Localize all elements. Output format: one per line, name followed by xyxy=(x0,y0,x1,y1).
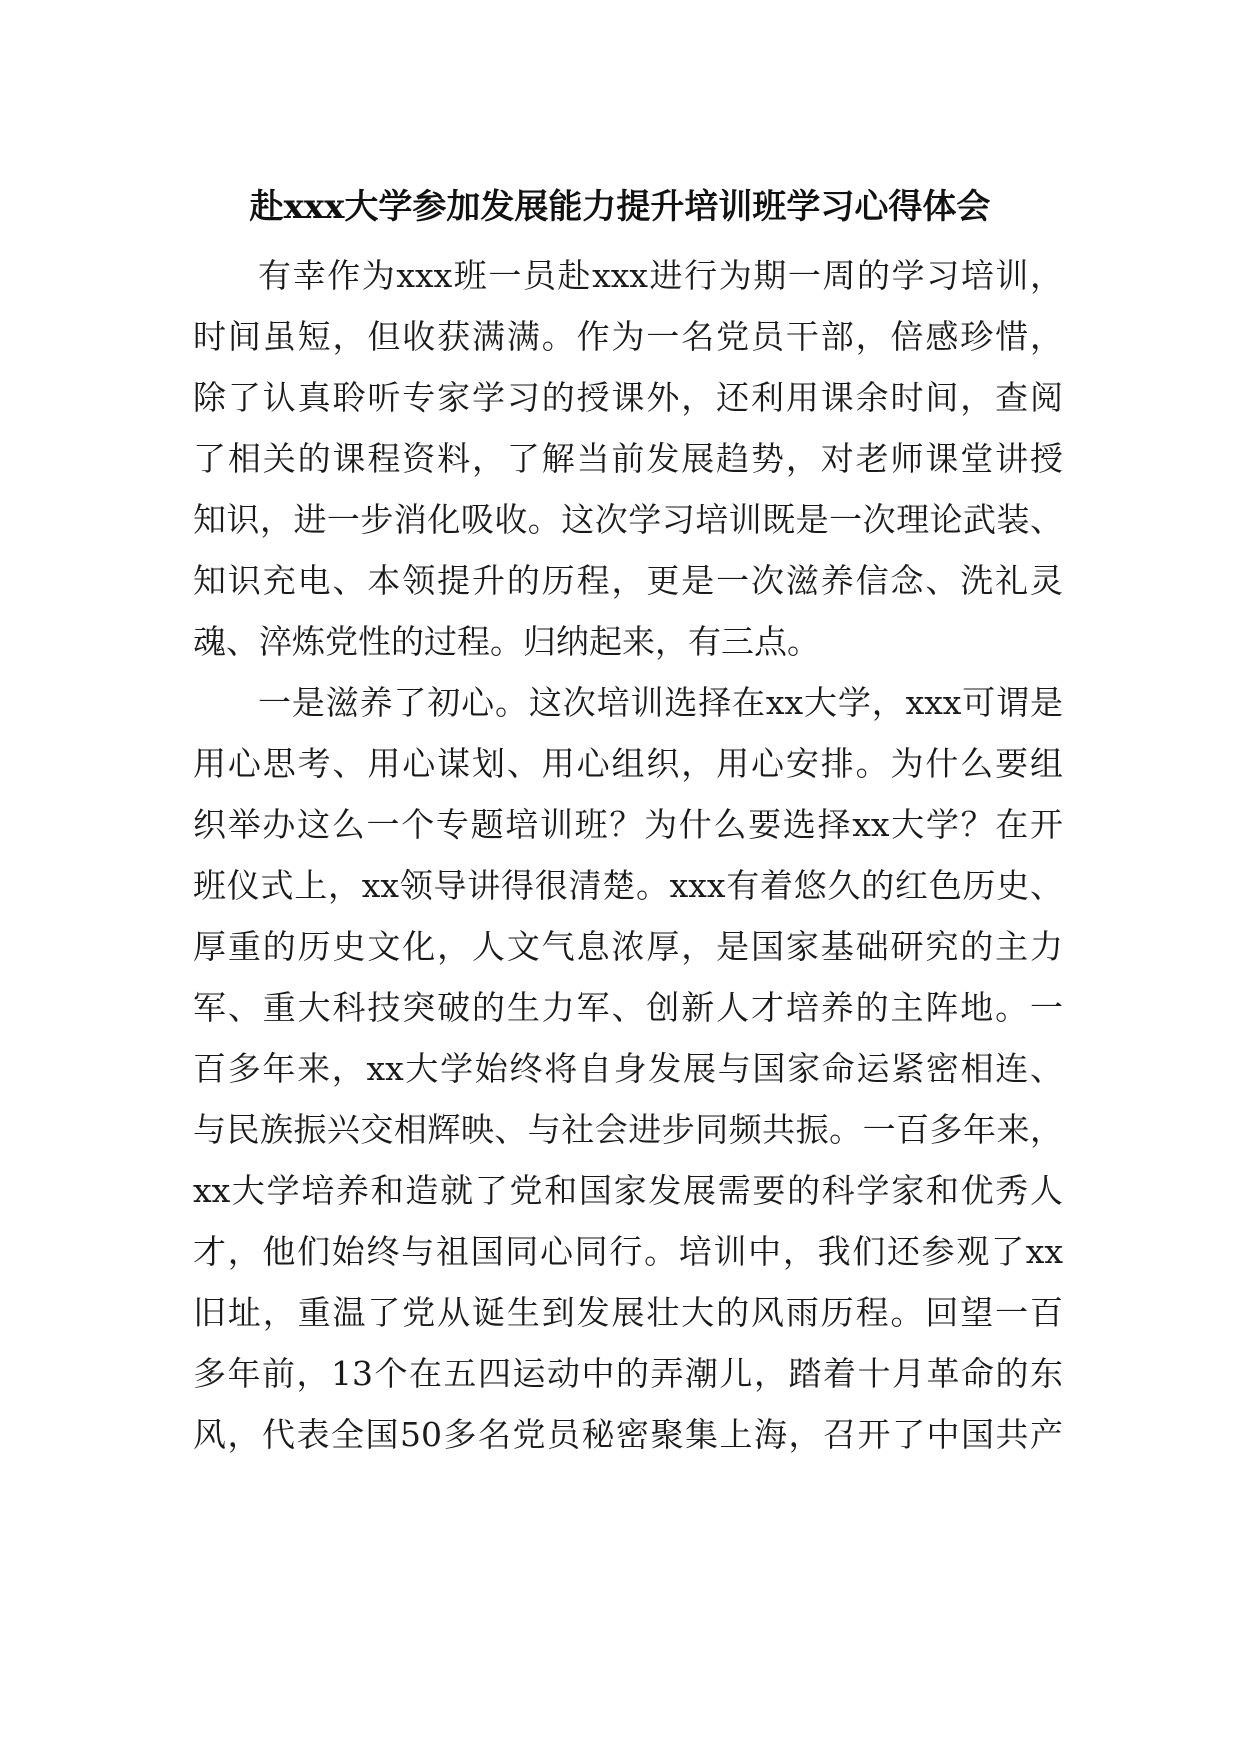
text-line: 有幸作为xxx班一员赴xxx进行为期一周的学习培训， xyxy=(258,256,1063,295)
text-line: 了相关的课程资料，了解当前发展趋势，对老师课堂讲授 xyxy=(193,439,1063,478)
text-line: 用心思考、用心谋划、用心组织，用心安排。为什么要组 xyxy=(193,744,1063,783)
text-line: 班仪式上，xx领导讲得很清楚。xxx有着悠久的红色历史、 xyxy=(193,866,1063,905)
text-line: 与民族振兴交相辉映、与社会进步同频共振。一百多年来， xyxy=(193,1110,1063,1149)
text-line: 厚重的历史文化，人文气息浓厚，是国家基础研究的主力 xyxy=(193,927,1063,966)
text-line: 织举办这么一个专题培训班？为什么要选择xx大学？在开 xyxy=(193,805,1063,844)
text-line: xx大学培养和造就了党和国家发展需要的科学家和优秀人 xyxy=(193,1171,1063,1210)
text-line: 旧址，重温了党从诞生到发展壮大的风雨历程。回望一百 xyxy=(193,1293,1063,1332)
text-line: 除了认真聆听专家学习的授课外，还利用课余时间，查阅 xyxy=(193,378,1063,417)
document-title: 赴xxx大学参加发展能力提升培训班学习心得体会 xyxy=(249,187,991,227)
text-line: 军、重大科技突破的生力军、创新人才培养的主阵地。一 xyxy=(193,988,1063,1027)
text-line: 风，代表全国50多名党员秘密聚集上海，召开了中国共产 xyxy=(193,1415,1063,1454)
text-line: 时间虽短，但收获满满。作为一名党员干部，倍感珍惜， xyxy=(193,317,1063,356)
text-line: 才，他们始终与祖国同心同行。培训中，我们还参观了xx xyxy=(193,1232,1063,1271)
text-line: 多年前，13个在五四运动中的弄潮儿，踏着十月革命的东 xyxy=(193,1354,1063,1393)
text-line: 魂、淬炼党性的过程。归纳起来，有三点。 xyxy=(193,622,820,661)
text-line: 百多年来，xx大学始终将自身发展与国家命运紧密相连、 xyxy=(193,1049,1063,1088)
text-line: 知识，进一步消化吸收。这次学习培训既是一次理论武装、 xyxy=(193,500,1063,539)
text-line: 一是滋养了初心。这次培训选择在xx大学，xxx可谓是 xyxy=(258,683,1063,722)
text-line: 知识充电、本领提升的历程，更是一次滋养信念、洗礼灵 xyxy=(193,561,1063,600)
